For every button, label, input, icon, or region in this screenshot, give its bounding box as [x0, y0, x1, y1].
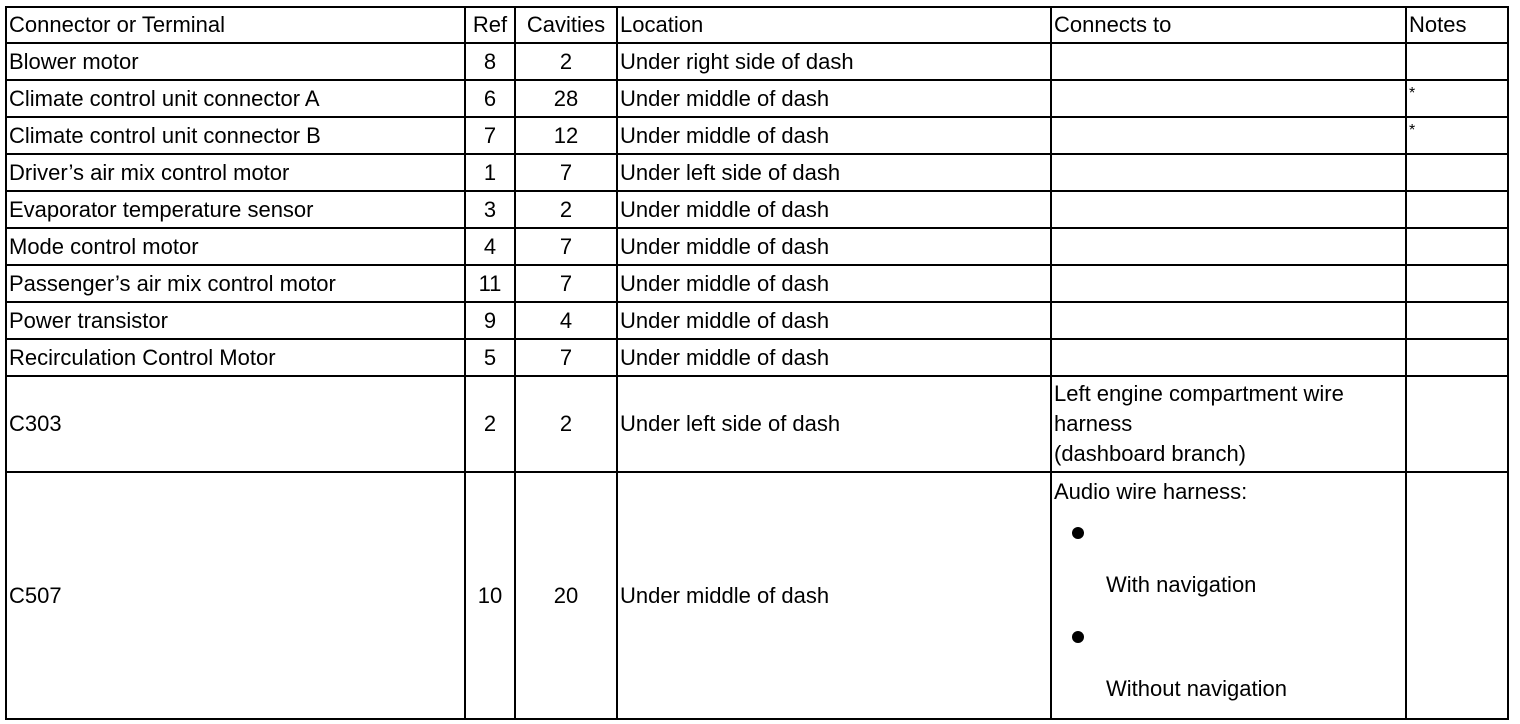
connects-to-cell	[1051, 472, 1406, 719]
notes-cell	[1406, 472, 1508, 719]
table-row	[6, 339, 1508, 376]
notes-cell: *	[1406, 117, 1508, 154]
table-row	[6, 117, 1508, 154]
header-ref: Ref	[465, 7, 515, 43]
connects-to-cell	[1051, 265, 1406, 302]
location-cell: Under middle of dash	[617, 265, 1051, 302]
location-cell: Under left side of dash	[617, 154, 1051, 191]
header-row	[6, 7, 1508, 43]
cavities-cell: 12	[515, 117, 617, 154]
location-cell: Under middle of dash	[617, 191, 1051, 228]
connector-name: Recirculation Control Motor	[6, 339, 465, 376]
connector-name: Blower motor	[6, 43, 465, 80]
connects-to-cell	[1051, 191, 1406, 228]
cavities-cell: 7	[515, 154, 617, 191]
location-cell: Under middle of dash	[617, 80, 1051, 117]
location-cell: Under middle of dash	[617, 117, 1051, 154]
header-cavities: Cavities	[515, 7, 617, 43]
connector-name: Mode control motor	[6, 228, 465, 265]
bullet-item	[1054, 507, 1403, 559]
connector-name: Climate control unit connector B	[6, 117, 465, 154]
location-cell: Under middle of dash	[617, 302, 1051, 339]
ref-cell: 8	[465, 43, 515, 80]
ref-cell: 10	[465, 472, 515, 719]
notes-cell	[1406, 191, 1508, 228]
ref-cell: 2	[465, 376, 515, 472]
connector-name: Power transistor	[6, 302, 465, 339]
notes-cell: *	[1406, 80, 1508, 117]
cavities-cell: 7	[515, 228, 617, 265]
connector-table	[5, 6, 1509, 720]
header-location: Location	[617, 7, 1051, 43]
connector-name: Passenger’s air mix control motor	[6, 265, 465, 302]
table-row	[6, 302, 1508, 339]
connector-name: Driver’s air mix control motor	[6, 154, 465, 191]
cavities-cell: 20	[515, 472, 617, 719]
ref-cell: 7	[465, 117, 515, 154]
bullet-icon	[1072, 631, 1084, 643]
connects-to-cell	[1051, 339, 1406, 376]
connects-to-cell	[1051, 154, 1406, 191]
location-cell: Under left side of dash	[617, 376, 1051, 472]
notes-cell	[1406, 302, 1508, 339]
table-row	[6, 80, 1508, 117]
notes-cell	[1406, 43, 1508, 80]
bullet-item	[1054, 611, 1403, 663]
connector-name: C303	[6, 376, 465, 472]
bullet-text: With navigation	[1106, 572, 1257, 597]
bullet-icon	[1072, 527, 1084, 539]
cavities-cell: 28	[515, 80, 617, 117]
connects-to-cell	[1051, 80, 1406, 117]
table-row	[6, 376, 1508, 472]
connects-to-cell	[1051, 376, 1406, 472]
cavities-cell: 7	[515, 339, 617, 376]
connector-name: C507	[6, 472, 465, 719]
location-cell: Under right side of dash	[617, 43, 1051, 80]
connector-name: Evaporator temperature sensor	[6, 191, 465, 228]
table-row	[6, 472, 1508, 719]
table-row	[6, 154, 1508, 191]
header-notes: Notes	[1406, 7, 1508, 43]
table-row	[6, 191, 1508, 228]
connector-name: Climate control unit connector A	[6, 80, 465, 117]
connects-to-cell	[1051, 302, 1406, 339]
connects-to-title: Audio wire harness:	[1054, 479, 1248, 504]
ref-cell: 4	[465, 228, 515, 265]
location-cell: Under middle of dash	[617, 339, 1051, 376]
notes-cell	[1406, 265, 1508, 302]
ref-cell: 3	[465, 191, 515, 228]
ref-cell: 9	[465, 302, 515, 339]
connects-to-line: (dashboard branch)	[1054, 441, 1247, 466]
cavities-cell: 2	[515, 376, 617, 472]
notes-cell	[1406, 376, 1508, 472]
notes-cell	[1406, 339, 1508, 376]
connects-to-cell	[1051, 43, 1406, 80]
cavities-cell: 2	[515, 43, 617, 80]
table-row	[6, 265, 1508, 302]
table-row	[6, 43, 1508, 80]
ref-cell: 11	[465, 265, 515, 302]
connects-to-line: harness	[1054, 411, 1133, 436]
ref-cell: 1	[465, 154, 515, 191]
header-connects-to: Connects to	[1051, 7, 1406, 43]
connects-to-line: Left engine compartment wire	[1054, 381, 1344, 406]
header-connector: Connector or Terminal	[6, 7, 465, 43]
location-cell: Under middle of dash	[617, 472, 1051, 719]
ref-cell: 6	[465, 80, 515, 117]
connects-to-cell	[1051, 117, 1406, 154]
cavities-cell: 4	[515, 302, 617, 339]
table-row	[6, 228, 1508, 265]
notes-cell	[1406, 228, 1508, 265]
notes-cell	[1406, 154, 1508, 191]
bullet-text: Without navigation	[1106, 676, 1287, 701]
ref-cell: 5	[465, 339, 515, 376]
connects-to-cell	[1051, 228, 1406, 265]
location-cell: Under middle of dash	[617, 228, 1051, 265]
cavities-cell: 2	[515, 191, 617, 228]
cavities-cell: 7	[515, 265, 617, 302]
